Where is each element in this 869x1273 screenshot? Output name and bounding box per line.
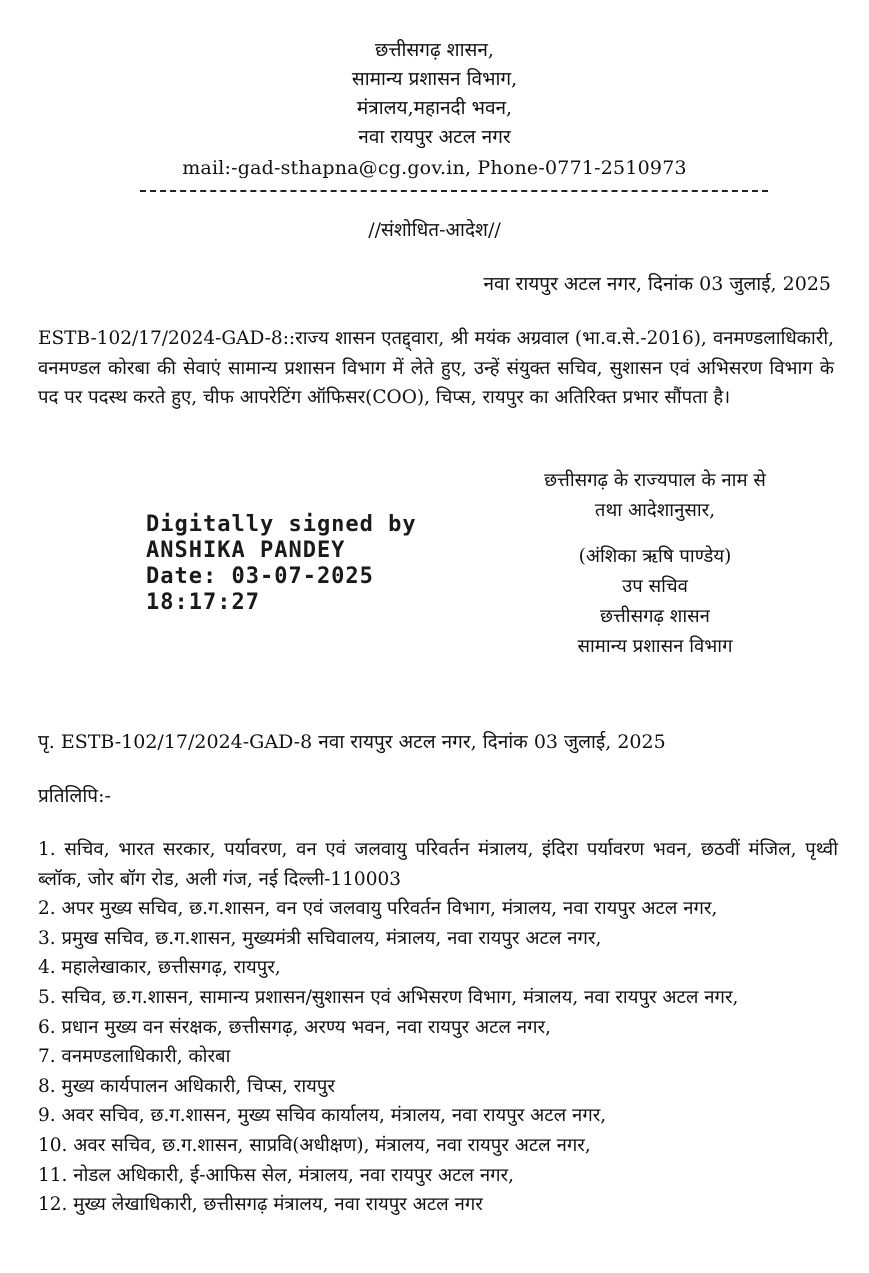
letterhead-government: छत्तीसगढ़ शासन, xyxy=(375,39,494,61)
signatory-department: सामान्य प्रशासन विभाग xyxy=(577,636,733,657)
list-item: 3. प्रमुख सचिव, छ.ग.शासन, मुख्यमंत्री सचिवालय, मंत्रालय, नवा रायपुर अटल नगर, xyxy=(38,927,602,949)
copy-reference: पृ. ESTB-102/17/2024-GAD-8 नवा रायपुर अटल नगर, दिनांक 03 जुलाई, 2025 xyxy=(38,731,666,753)
list-item: 8. मुख्य कार्यपालन अधिकारी, चिप्स, रायपुर xyxy=(38,1075,335,1097)
signatory-block xyxy=(490,466,820,662)
order-place-date: नवा रायपुर अटल नगर, दिनांक 03 जुलाई, 2025 xyxy=(483,273,831,295)
order-title: //संशोधित-आदेश// xyxy=(368,219,501,241)
signatory-authority-line2: तथा आदेशानुसार, xyxy=(594,500,716,521)
digital-signature-line: Digitally signed by xyxy=(146,512,417,537)
digital-signature-signer: ANSHIKA PANDEY xyxy=(146,538,346,563)
dashed-divider xyxy=(140,190,768,192)
list-item: 10. अवर सचिव, छ.ग.शासन, साप्रवि(अधीक्षण), मंत्रालय, नवा रायपुर अटल नगर, xyxy=(38,1134,591,1156)
list-item: 1. सचिव, भारत सरकार, पर्यावरण, वन एवं जलवायु परिवर्तन मंत्रालय, इंदिरा पर्यावरण भवन, छठवीं मंजिल, पृथ्वी ब्लॉक, जोर बॉग रोड, अली गंज, नई दिल्ली-110003 xyxy=(38,839,838,890)
digital-signature-stamp xyxy=(146,512,417,616)
list-item: 6. प्रधान मुख्य वन संरक्षक, छत्तीसगढ़, अरण्य भवन, नवा रायपुर अटल नगर, xyxy=(38,1016,551,1038)
letterhead xyxy=(0,36,869,184)
list-item: 7. वनमण्डलाधिकारी, कोरबा xyxy=(38,1046,231,1068)
list-item: 2. अपर मुख्य सचिव, छ.ग.शासन, वन एवं जलवायु परिवर्तन विभाग, मंत्रालय, नवा रायपुर अटल नगर, xyxy=(38,898,718,920)
list-item: 11. नोडल अधिकारी, ई-आफिस सेल, मंत्रालय, नवा रायपुर अटल नगर, xyxy=(38,1164,514,1186)
signatory-authority-line1: छत्तीसगढ़ के राज्यपाल के नाम से xyxy=(544,470,766,491)
list-item: 4. महालेखाकार, छत्तीसगढ़, रायपुर, xyxy=(38,957,281,979)
signatory-office: छत्तीसगढ़ शासन xyxy=(600,606,710,627)
list-item: 5. सचिव, छ.ग.शासन, सामान्य प्रशासन/सुशासन एवं अभिसरण विभाग, मंत्रालय, नवा रायपुर अटल नगर, xyxy=(38,986,739,1008)
letterhead-contact: mail:-gad-sthapna@cg.gov.in, Phone-0771-2510973 xyxy=(182,157,687,179)
order-body: ESTB-102/17/2024-GAD-8::राज्य शासन एतद्द्वारा, श्री मयंक अग्रवाल (भा.व.से.-2016), वनमण्डलाधिकारी, वनमण्डल कोरबा की सेवाएं सामान्य प्रशासन विभाग में लेते हुए, उन्हें संयुक्त सचिव, सुशासन एवं अभिसरण विभाग के पद पर पदस्थ करते हुए, चीफ आपरेटिंग ऑफिसर(COO), चिप्स, रायपुर का अतिरिक्त प्रभार सौंपता है। xyxy=(38,328,834,408)
list-item: 12. मुख्य लेखाधिकारी, छत्तीसगढ़ मंत्रालय, नवा रायपुर अटल नगर xyxy=(38,1194,483,1216)
signatory-spacer xyxy=(490,526,820,542)
signatory-name: (अंशिका ऋषि पाण्डेय) xyxy=(578,546,732,567)
digital-signature-time: 18:17:27 xyxy=(146,590,260,615)
digital-signature-date: Date: 03-07-2025 xyxy=(146,564,374,589)
list-item: 9. अवर सचिव, छ.ग.शासन, मुख्य सचिव कार्यालय, मंत्रालय, नवा रायपुर अटल नगर, xyxy=(38,1105,607,1127)
letterhead-city: नवा रायपुर अटल नगर xyxy=(358,126,511,148)
signatory-designation: उप सचिव xyxy=(622,576,688,597)
copy-recipient-list xyxy=(38,835,838,1220)
letterhead-building: मंत्रालय,महानदी भवन, xyxy=(356,97,513,119)
letterhead-department: सामान्य प्रशासन विभाग, xyxy=(351,68,518,90)
copy-label: प्रतिलिपि:- xyxy=(38,785,111,807)
